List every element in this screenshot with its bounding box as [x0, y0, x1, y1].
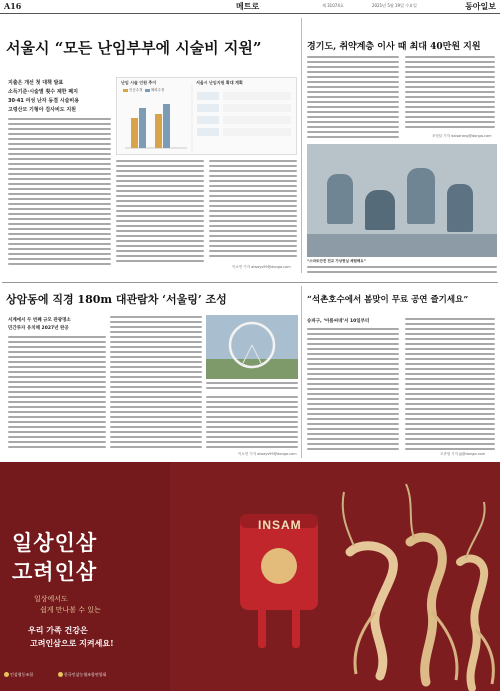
photo-floor	[307, 234, 497, 257]
story4-body-col2	[405, 318, 495, 453]
issue-number: 제 31074호	[322, 3, 344, 8]
story1-byline: 이소연 기자 always99@donga.com	[232, 265, 291, 269]
chart-title: 난임 시술 인원 추이	[121, 80, 157, 85]
page-number: A16	[4, 1, 22, 11]
plan-box	[197, 128, 219, 136]
photo-figure	[447, 184, 473, 232]
chart-bar	[163, 104, 170, 148]
ad-line-1: 일상에서도	[34, 595, 68, 603]
plan-box	[223, 92, 291, 100]
photo-figure	[365, 190, 395, 230]
org-logo-icon	[4, 672, 9, 677]
ad-can-label: INSAM	[258, 518, 302, 532]
photo-figure	[327, 174, 353, 224]
ad-title-1: 일상인삼	[12, 530, 98, 555]
plan-box	[223, 128, 291, 136]
section-title: 메트로	[236, 2, 260, 11]
newspaper-brand: 동아일보	[465, 2, 496, 11]
story2-body-col2	[405, 56, 495, 131]
chart-bar	[155, 114, 162, 148]
story3-body-col2	[110, 316, 202, 451]
ad-line-4: 고려인삼으로 지켜세요!	[30, 638, 114, 648]
ginseng-roots-illustration	[170, 462, 500, 691]
story4-body-col1	[307, 328, 399, 453]
story2-caption-lines	[307, 266, 497, 276]
story1-body-col2	[116, 160, 204, 265]
masthead	[0, 0, 500, 14]
legend-a-label: 인공수정	[129, 88, 143, 92]
section-divider-1	[2, 282, 498, 283]
ferris-ring-graphic	[206, 315, 298, 379]
ad-org-1: 인삼협동조합	[10, 672, 34, 677]
story3-subhead-2: 민간투자 유치해 2027년 완공	[8, 326, 69, 331]
chart-bar	[139, 108, 146, 148]
story2-photo-caption: “스마트안전 전교 가상현실 체험해요”	[307, 259, 366, 263]
story3-headline: 상암동에 직경 180m 대관람차 ‘서울링’ 조성	[6, 293, 227, 306]
plan-box	[197, 92, 219, 100]
plan-box	[197, 104, 219, 112]
chart-title-2: 서울시 난임지원 확대 계획	[196, 80, 243, 85]
ginseng-advertisement	[0, 462, 500, 691]
ad-org-2: 한국인삼농협조합연합회	[64, 672, 107, 677]
seoul-ring-rendering	[206, 315, 298, 379]
story1-subhead-4: 고령산모 기형아 검사비도 지원	[8, 107, 77, 113]
ad-title-2: 고려인삼	[12, 559, 98, 584]
story1-chart	[116, 77, 297, 155]
plan-box	[223, 116, 291, 124]
story2-body-col1	[307, 56, 399, 141]
story3-caption-lines	[206, 382, 298, 392]
legend-b-label: 체외수정	[150, 88, 165, 92]
column-divider	[301, 18, 302, 273]
story1-subhead-2: 소득기준·시술별 횟수 제한 폐지	[8, 89, 78, 95]
story3-body-col3	[206, 396, 298, 451]
column-divider-2	[301, 286, 302, 458]
vr-experience-photo	[307, 144, 497, 257]
story1-body-col3	[209, 160, 297, 260]
publication-date: 2021년 5월 19일 수요일	[372, 3, 417, 8]
story1-body-col1	[8, 118, 111, 268]
plan-box	[223, 104, 291, 112]
story3-subhead-1: 서계에서 두 번째 규모 관광명소	[8, 318, 71, 323]
story3-body-col1	[8, 336, 106, 451]
chart-graphic	[117, 78, 298, 156]
story2-byline: 조영달 기자 dalsarang@donga.com	[432, 134, 492, 138]
ad-line-2: 쉽게 만나볼 수 있는	[40, 606, 101, 614]
story4-subhead: 송파구, ‘아름씨네’서 10일부터	[307, 319, 370, 324]
story2-headline: 경기도, 취약계층 이사 때 최대 40만원 지원	[307, 42, 481, 52]
story4-headline: “석촌호수에서 봄맞이 무료 공연 즐기세요”	[307, 295, 469, 305]
story1-subhead-1: 지출은 개선 첫 대책 발표	[8, 80, 64, 86]
chart-bar	[131, 118, 138, 148]
org-logo-icon-2	[58, 672, 63, 677]
photo-figure	[407, 168, 435, 224]
story1-subhead-3: 30·41 여성 난자 동결 시술비용	[8, 98, 80, 104]
plan-box	[197, 116, 219, 124]
story3-byline: 이소연 기자 always99@donga.com	[238, 452, 297, 456]
story1-headline: 서울시 “모든 난임부부에 시술비 지원”	[6, 39, 262, 57]
story4-byline: 조종엽 기자 jjj@donga.com	[440, 452, 486, 456]
ad-line-3: 우리 가족 건강은	[28, 625, 88, 635]
